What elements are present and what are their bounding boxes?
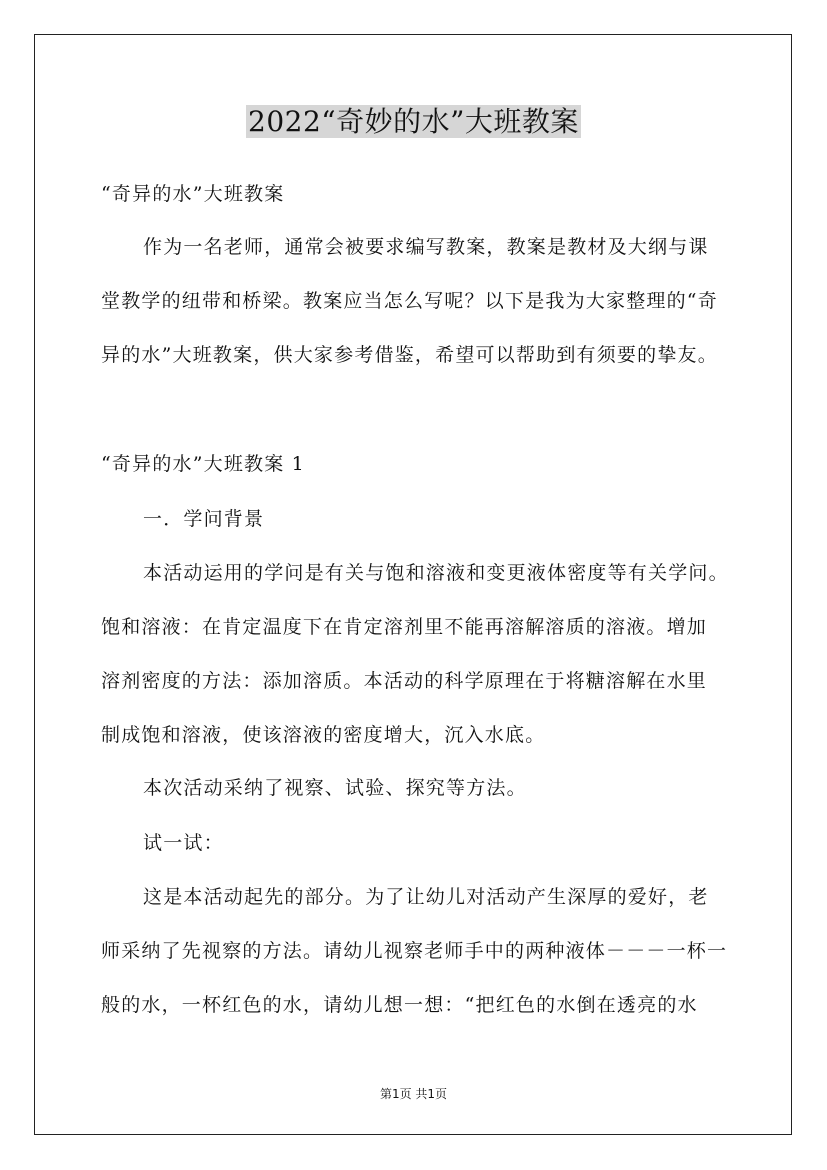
paragraph-line: 制成饱和溶液，使该溶液的密度增大，沉入水底。: [101, 724, 546, 746]
document-title-text: 2022“奇妙的水”大班教案: [248, 105, 579, 138]
section-heading: “奇异的水”大班教案: [101, 183, 285, 205]
paragraph-line: 饱和溶液：在肯定温度下在肯定溶剂里不能再溶解溶质的溶液。增加: [101, 616, 708, 638]
paragraph-line: 这是本活动起先的部分。为了让幼儿对活动产生深厚的爱好，老: [143, 886, 709, 908]
paragraph-line: 本次活动采纳了视察、试验、探究等方法。: [143, 777, 527, 799]
paragraph-line: 师采纳了先视察的方法。请幼儿视察老师手中的两种液体－－－一杯一: [101, 940, 728, 962]
subsection-heading: 一．学问背景: [143, 508, 265, 530]
paragraph-line: 堂教学的纽带和桥梁。教案应当怎么写呢？以下是我为大家整理的“奇: [101, 290, 718, 312]
document-title: [0, 100, 827, 144]
section-heading: “奇异的水”大班教案 1: [101, 453, 305, 475]
paragraph-line: 作为一名老师，通常会被要求编写教案，教案是教材及大纲与课: [143, 236, 709, 258]
paragraph-line: 溶剂密度的方法：添加溶质。本活动的科学原理在于将糖溶解在水里: [101, 670, 708, 692]
paragraph-line: 异的水”大班教案，供大家参考借鉴，希望可以帮助到有须要的挚友。: [101, 344, 718, 366]
paragraph-line: 试一试：: [143, 832, 224, 854]
paragraph-line: 本活动运用的学问是有关与饱和溶液和变更液体密度等有关学问。: [143, 562, 729, 584]
paragraph-line: 般的水，一杯红色的水，请幼儿想一想：“把红色的水倒在透亮的水: [101, 994, 698, 1016]
page-footer: 第1页 共1页: [379, 1087, 448, 1101]
